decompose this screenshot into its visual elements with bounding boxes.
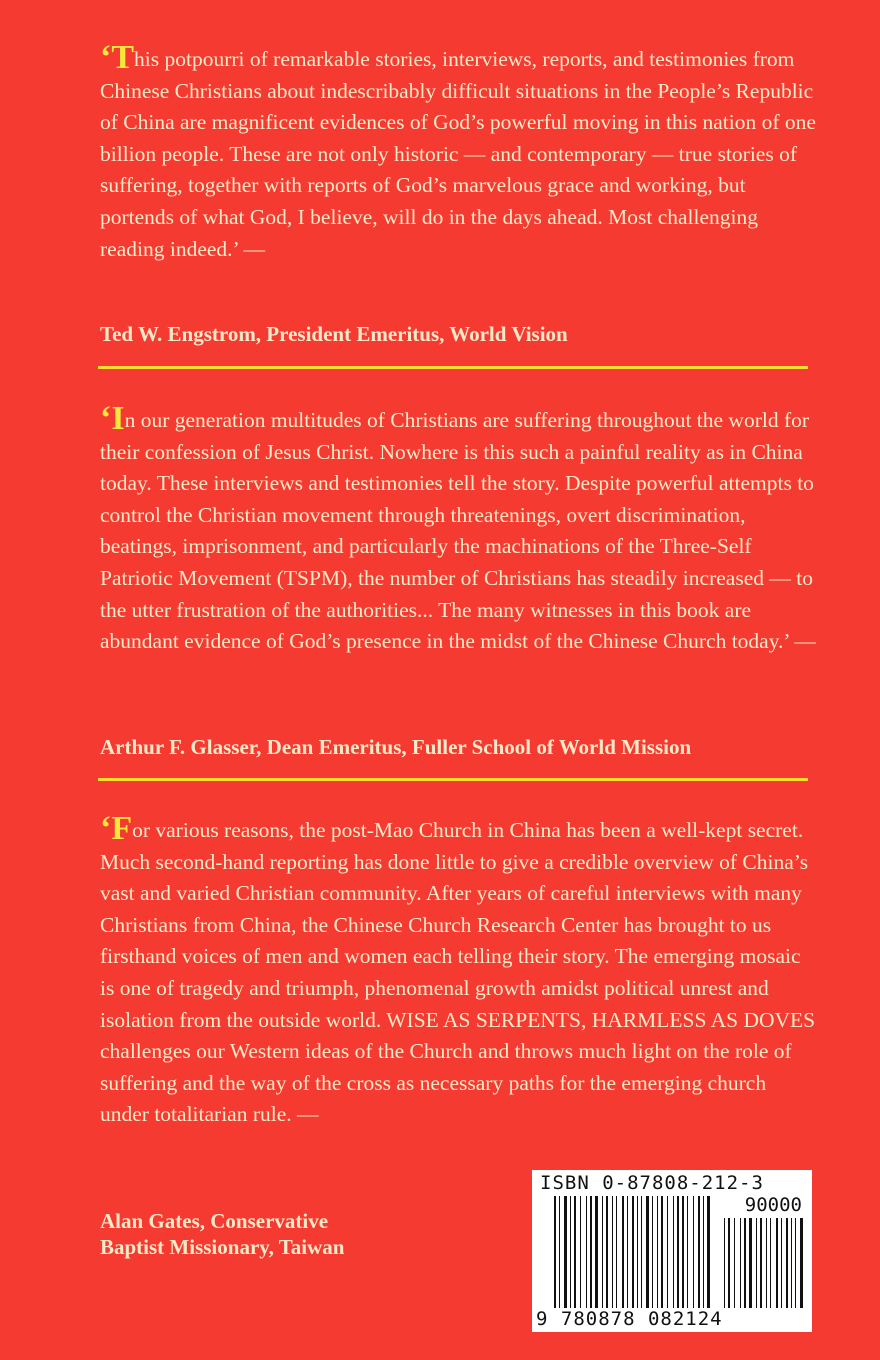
barcode-bar bbox=[606, 1196, 608, 1308]
price-code: 90000 bbox=[744, 1194, 802, 1216]
attribution-glasser: Arthur F. Glasser, Dean Emeritus, Fuller School of World Mission bbox=[100, 735, 692, 759]
quote-text: his potpourri of remarkable stories, interviews, reports, and testimonies from Chinese Christians about indescribably difficult situations in the People’s Republic of China are magnificent evidences of God’s powerful moving in this nation of one billion people. These are not only historic — and contemporary — true stories of suffering, together with reports of God’s marvelous grace and working, but portends of what God, I believe, will do in the days ahead. Most challenging reading indeed.’ — bbox=[100, 47, 816, 261]
quote-initial: ‘T bbox=[100, 39, 135, 76]
barcode-bar bbox=[682, 1196, 684, 1308]
barcode-bar bbox=[791, 1218, 792, 1308]
quote-text: n our generation multitudes of Christians are suffering throughout the world for their confession of Jesus Christ. Nowhere is this such a painful reality as in China today. These interviews and testimonies tell the story. Despite powerful attempts to control the Christian movement through threatenings, overt discrimination, beatings, imprisonment, and particularly the machinations of the Three-Self Patriotic Movement (TSPM), the number of Christians has steadily increased — to the utter frustration of the authorities... The many witnesses in this book are abundant evidence of God’s presence in the midst of the Chinese Church today.’ — bbox=[100, 408, 816, 654]
barcode-bar bbox=[781, 1218, 782, 1308]
barcode-bar bbox=[641, 1196, 642, 1308]
barcode-bar bbox=[693, 1196, 694, 1308]
barcode-bar bbox=[657, 1196, 658, 1308]
quote-initial: ‘I bbox=[100, 400, 125, 437]
barcode-bar bbox=[776, 1218, 778, 1308]
barcode-bar bbox=[632, 1196, 634, 1308]
barcode-bar bbox=[574, 1196, 576, 1308]
barcode-bar bbox=[646, 1196, 649, 1308]
barcode-bar bbox=[800, 1218, 803, 1308]
barcode-bar bbox=[724, 1218, 725, 1308]
attribution-line: Alan Gates, Conservative bbox=[100, 1209, 329, 1233]
barcode-bar bbox=[707, 1196, 710, 1308]
barcode-bar bbox=[698, 1196, 700, 1308]
barcode-bar bbox=[673, 1196, 674, 1308]
attribution-line: Baptist Missionary, Taiwan bbox=[100, 1235, 345, 1259]
divider-rule bbox=[98, 778, 808, 781]
barcode-bar bbox=[595, 1196, 598, 1308]
barcode-bar bbox=[734, 1218, 735, 1308]
barcode-bar bbox=[602, 1196, 603, 1308]
barcode-bar bbox=[622, 1196, 624, 1308]
barcode-bar bbox=[749, 1218, 752, 1308]
barcode-bar bbox=[590, 1196, 592, 1308]
barcode-bar bbox=[703, 1196, 704, 1308]
barcode-bar bbox=[766, 1218, 767, 1308]
barcode-bar bbox=[744, 1218, 746, 1308]
barcode-bar bbox=[795, 1218, 796, 1308]
barcode-bar bbox=[667, 1196, 668, 1308]
barcode-bar bbox=[760, 1218, 762, 1308]
divider-rule bbox=[98, 366, 808, 369]
barcode-bar bbox=[612, 1196, 613, 1308]
quote-gates bbox=[100, 810, 820, 1131]
quote-text: or various reasons, the post-Mao Church in China has been a well-kept secret. Much second-hand reporting has done little to give a credible overview of China’s vast and varied Christian community. After years of careful interviews with many Christians from China, the Chinese Church Research Center has brought to us firsthand voices of men and women each telling their story. The emerging mosaic is one of tragedy and triumph, phenomenal growth amidst political unrest and isolation from the outside world. WISE AS SERPENTS, HARMLESS AS DOVES challenges our Western ideas of the Church and throws much light on the role of suffering and the way of the cross as necessary paths for the emerging church under totalitarian rule. — bbox=[100, 818, 816, 1127]
barcode-bar bbox=[652, 1196, 653, 1308]
barcode-bar bbox=[740, 1218, 741, 1308]
quote-initial: ‘F bbox=[100, 810, 133, 847]
barcode-bar bbox=[770, 1218, 771, 1308]
barcode-bar bbox=[627, 1196, 628, 1308]
barcode-bar bbox=[586, 1196, 587, 1308]
barcode-bar bbox=[687, 1196, 688, 1308]
barcode-bar bbox=[554, 1196, 556, 1308]
barcode-bar bbox=[580, 1196, 581, 1308]
barcode-bar bbox=[637, 1196, 638, 1308]
barcode-bar bbox=[661, 1196, 663, 1308]
attribution-gates bbox=[100, 1208, 344, 1260]
barcode-bar bbox=[564, 1196, 567, 1308]
quote-engstrom bbox=[100, 39, 820, 265]
isbn-label: ISBN 0-87808-212-3 bbox=[540, 1172, 764, 1194]
barcode-bar bbox=[570, 1196, 571, 1308]
barcode-bar bbox=[559, 1196, 560, 1308]
barcode-bar bbox=[616, 1196, 617, 1308]
ean-digits: 9 780878 082124 bbox=[536, 1308, 723, 1330]
quote-glasser bbox=[100, 400, 820, 658]
barcode-bar bbox=[786, 1218, 788, 1308]
isbn-barcode bbox=[532, 1170, 812, 1332]
attribution-engstrom: Ted W. Engstrom, President Emeritus, World Vision bbox=[100, 322, 568, 346]
barcode-bar bbox=[677, 1196, 679, 1308]
barcode-bar bbox=[728, 1218, 730, 1308]
barcode-bar bbox=[756, 1218, 757, 1308]
